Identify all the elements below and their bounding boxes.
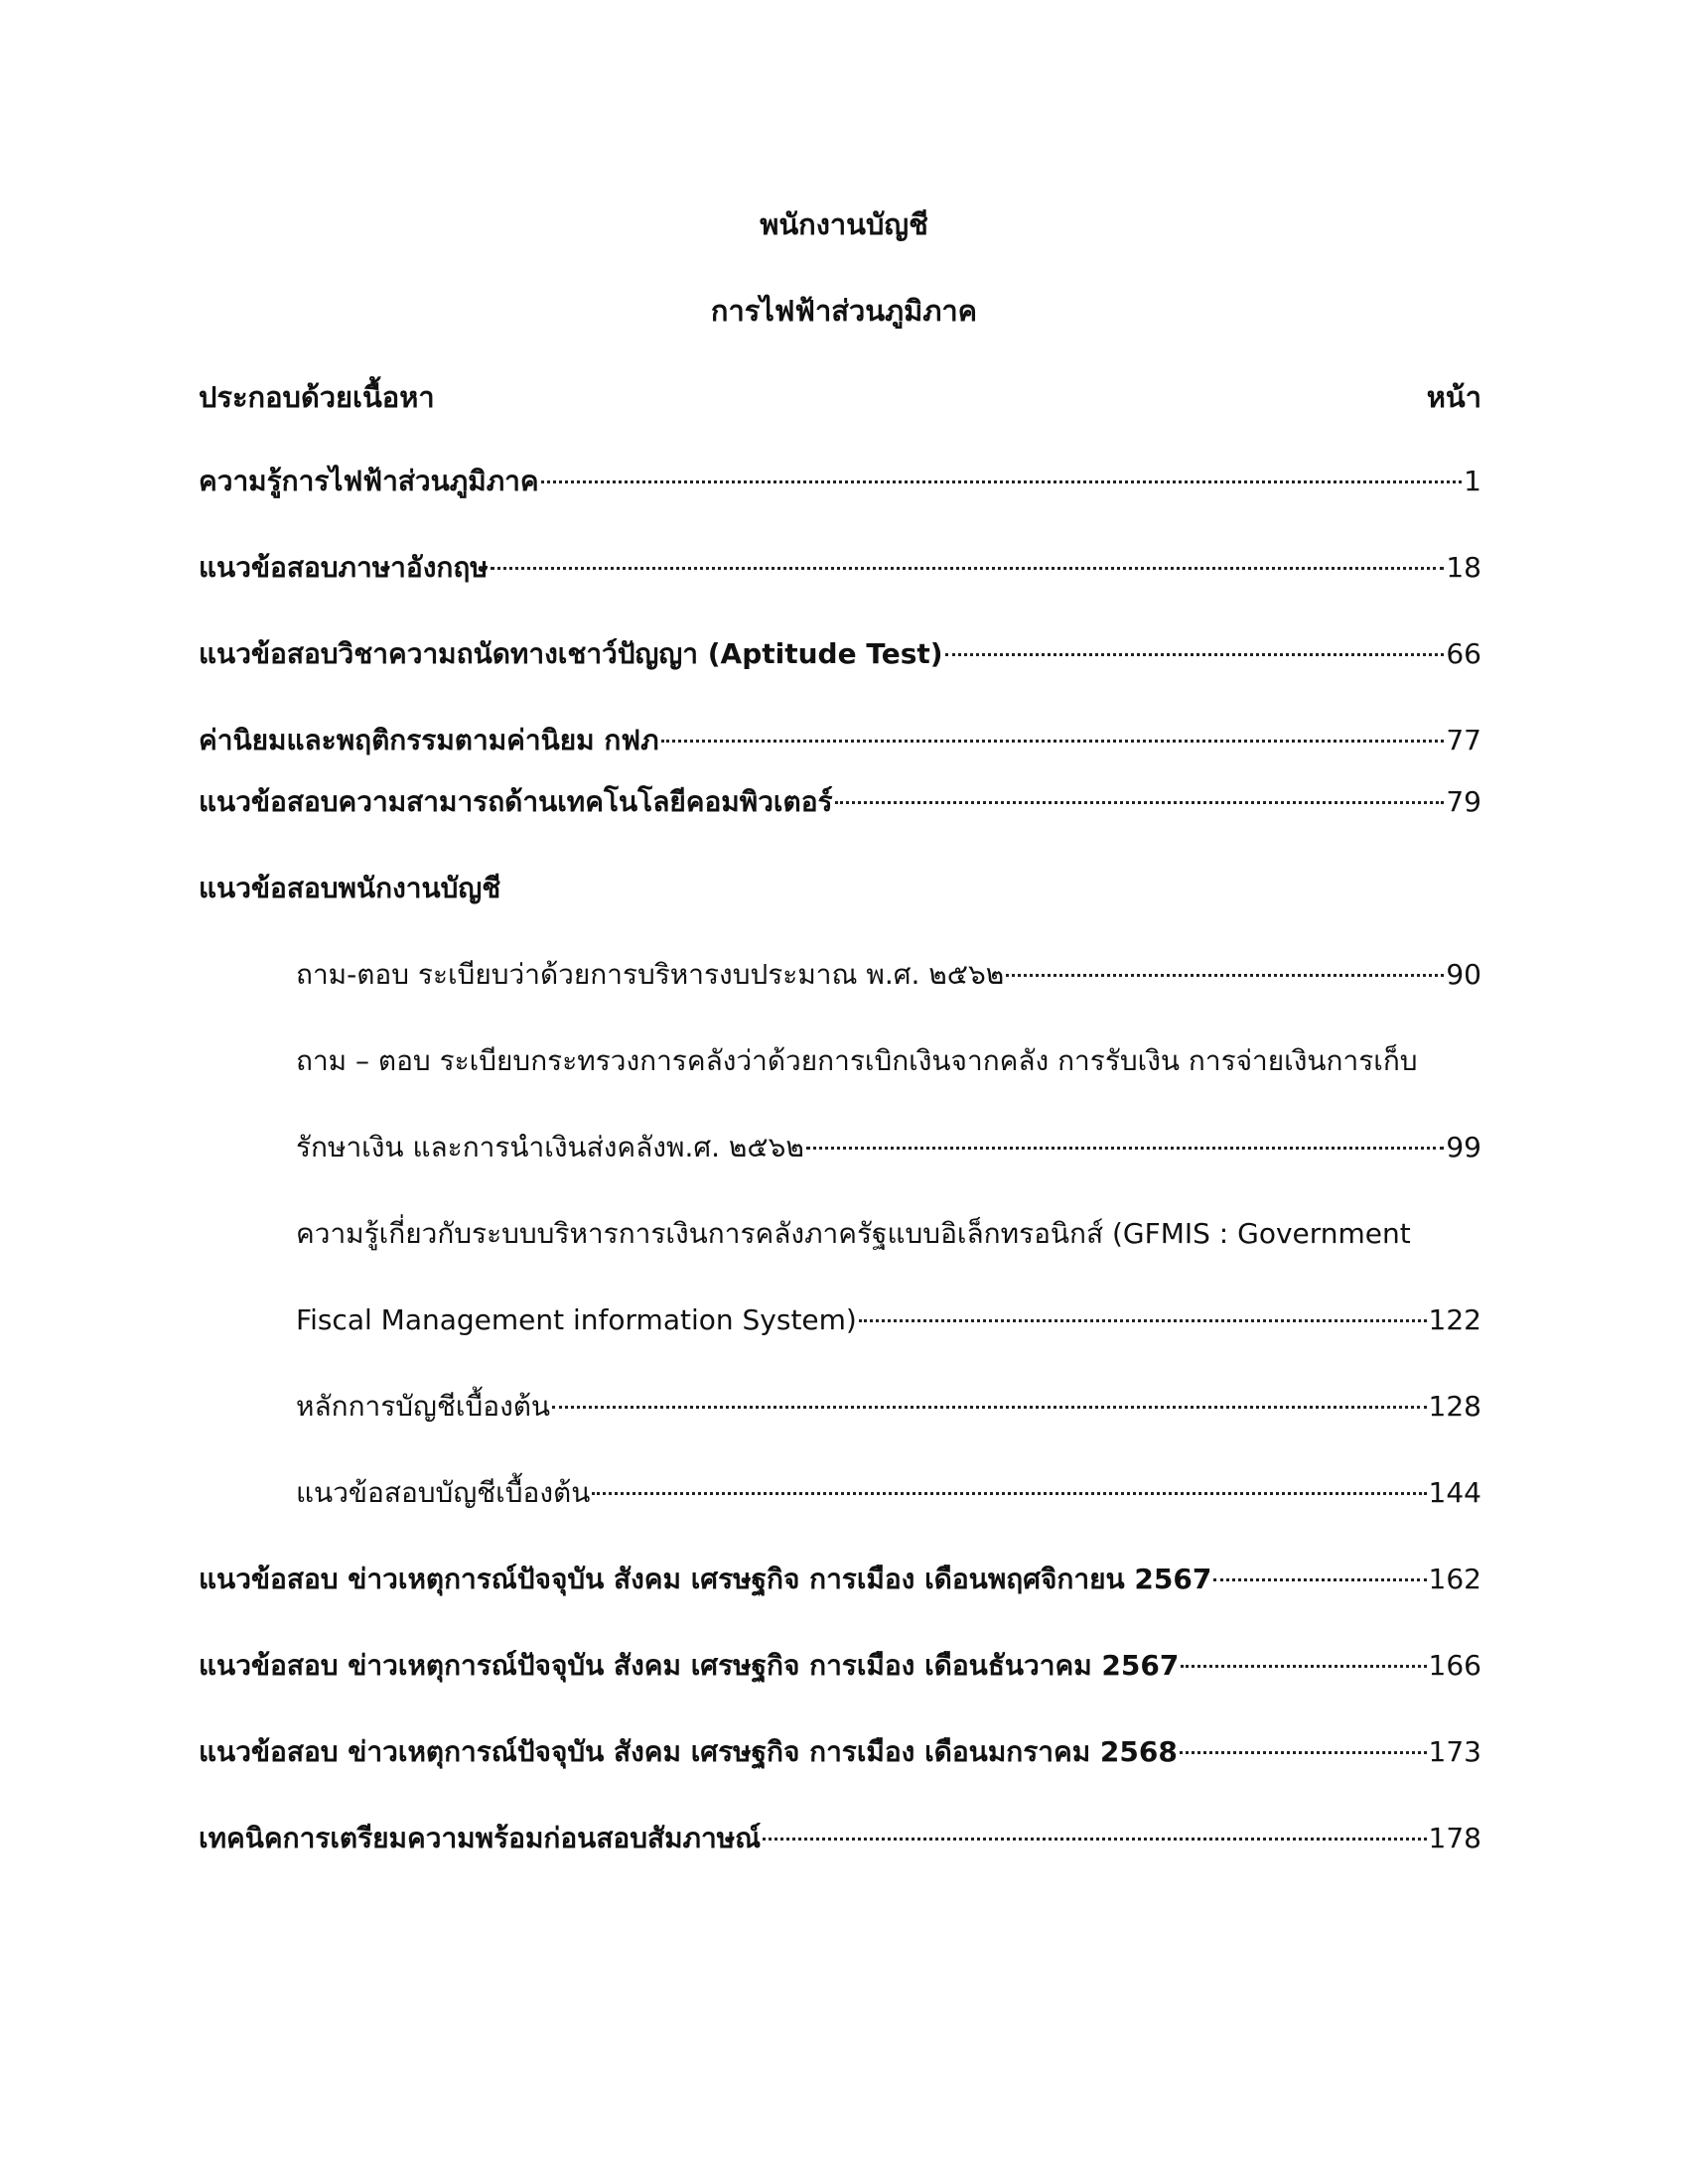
toc-entry-label: แนวข้อสอบวิชาความถนัดทางเชาว์ปัญญา (Aptitude Test) <box>199 637 943 670</box>
toc-entry-label: แนวข้อสอบ ข่าวเหตุการณ์ปัจจุบัน สังคม เศรษฐกิจ การเมือง เดือนมกราคม 2568 <box>199 1735 1178 1768</box>
toc-subentry <box>296 953 1481 997</box>
toc-entry <box>199 1730 1481 1774</box>
toc-entry <box>199 1644 1481 1688</box>
toc-subentry-line1: ความรู้เกี่ยวกับระบบบริหารการเงินการคลังภาครัฐแบบอิเล็กทรอนิกส์ (GFMIS : Government <box>296 1217 1411 1250</box>
contents-label: ประกอบด้วยเนื้อหา <box>199 380 435 414</box>
toc-leader-dots <box>592 1488 1426 1495</box>
contents-header <box>199 377 1481 417</box>
toc-leader-dots <box>859 1315 1427 1322</box>
toc-entry-page: 162 <box>1428 1563 1481 1595</box>
toc-entry-label: เทคนิคการเตรียมความพร้อมก่อนสอบสัมภาษณ์ <box>199 1822 762 1854</box>
toc-entry-label: หลักการบัญชีเบื้องต้น <box>296 1390 551 1423</box>
toc-entry-label: แนวข้อสอบ ข่าวเหตุการณ์ปัจจุบัน สังคม เศรษฐกิจ การเมือง เดือนพฤศจิกายน 2567 <box>199 1563 1212 1595</box>
toc-entry-label: ถาม-ตอบ ระเบียบว่าด้วยการบริหารงบประมาณ พ.ศ. ๒๕๖๒ <box>296 958 1005 991</box>
toc-leader-dots <box>806 1143 1445 1150</box>
toc-entry <box>199 460 1481 503</box>
toc-entry <box>199 1558 1481 1601</box>
toc-entry-label: แนวข้อสอบบัญชีเบื้องต้น <box>296 1476 591 1509</box>
toc-leader-dots <box>1180 1747 1427 1754</box>
toc-entry-page: 144 <box>1428 1476 1481 1509</box>
toc-entry-page: 90 <box>1446 958 1481 991</box>
toc-entry-label: แนวข้อสอบภาษาอังกฤษ <box>199 551 489 584</box>
toc-entry-page: 18 <box>1446 551 1481 584</box>
document-title: พนักงานบัญชี <box>760 207 928 241</box>
toc-entry-page: 166 <box>1428 1649 1481 1682</box>
toc-entry <box>199 780 1481 824</box>
toc-leader-dots <box>945 649 1445 656</box>
toc-entry-page: 79 <box>1446 785 1481 818</box>
toc-entry <box>199 632 1481 676</box>
toc-entry-page: 66 <box>1446 637 1481 670</box>
toc-entry-label: Fiscal Management information System) <box>296 1303 857 1336</box>
toc-entry <box>199 546 1481 590</box>
toc-entry-page: 173 <box>1428 1735 1481 1768</box>
toc-subentry <box>296 1471 1481 1515</box>
page-column-label: หน้า <box>1426 380 1481 414</box>
toc-leader-dots <box>763 1834 1426 1841</box>
toc-leader-dots <box>1181 1661 1426 1668</box>
toc-entry <box>199 1817 1481 1860</box>
toc-entry-label: แนวข้อสอบความสามารถด้านเทคโนโลยีคอมพิวเตอร์ <box>199 785 833 818</box>
toc-leader-dots <box>1006 970 1444 977</box>
toc-subentry <box>296 1385 1481 1429</box>
toc-section-heading: แนวข้อสอบพนักงานบัญชี <box>199 872 501 904</box>
toc-entry-page: 99 <box>1446 1131 1481 1163</box>
toc-entry-page: 122 <box>1428 1303 1481 1336</box>
toc-leader-dots <box>491 563 1445 570</box>
toc-subentry <box>296 1126 1481 1169</box>
toc-entry-label: รักษาเงิน และการนำเงินส่งคลังพ.ศ. ๒๕๖๒ <box>296 1131 804 1163</box>
toc-entry-page: 128 <box>1428 1390 1481 1423</box>
toc-entry-label: ความรู้การไฟฟ้าส่วนภูมิภาค <box>199 465 539 497</box>
toc-entry-label: ค่านิยมและพฤติกรรมตามค่านิยม กฟภ <box>199 724 659 756</box>
toc-leader-dots <box>661 736 1445 743</box>
toc-leader-dots <box>1213 1574 1426 1581</box>
toc-entry <box>199 719 1481 762</box>
toc-leader-dots <box>541 477 1463 483</box>
document-subtitle: การไฟฟ้าส่วนภูมิภาค <box>710 294 978 328</box>
toc-entry-page: 1 <box>1464 465 1481 497</box>
toc-leader-dots <box>835 797 1445 804</box>
toc-entry-page: 77 <box>1446 724 1481 756</box>
toc-leader-dots <box>552 1402 1426 1409</box>
toc-subentry <box>296 1298 1481 1342</box>
toc-entry-page: 178 <box>1428 1822 1481 1854</box>
toc-entry-label: แนวข้อสอบ ข่าวเหตุการณ์ปัจจุบัน สังคม เศรษฐกิจ การเมือง เดือนธันวาคม 2567 <box>199 1649 1180 1682</box>
toc-subentry-line1: ถาม – ตอบ ระเบียบกระทรวงการคลังว่าด้วยการเบิกเงินจากคลัง การรับเงิน การจ่ายเงินการเก็บ <box>296 1044 1418 1077</box>
